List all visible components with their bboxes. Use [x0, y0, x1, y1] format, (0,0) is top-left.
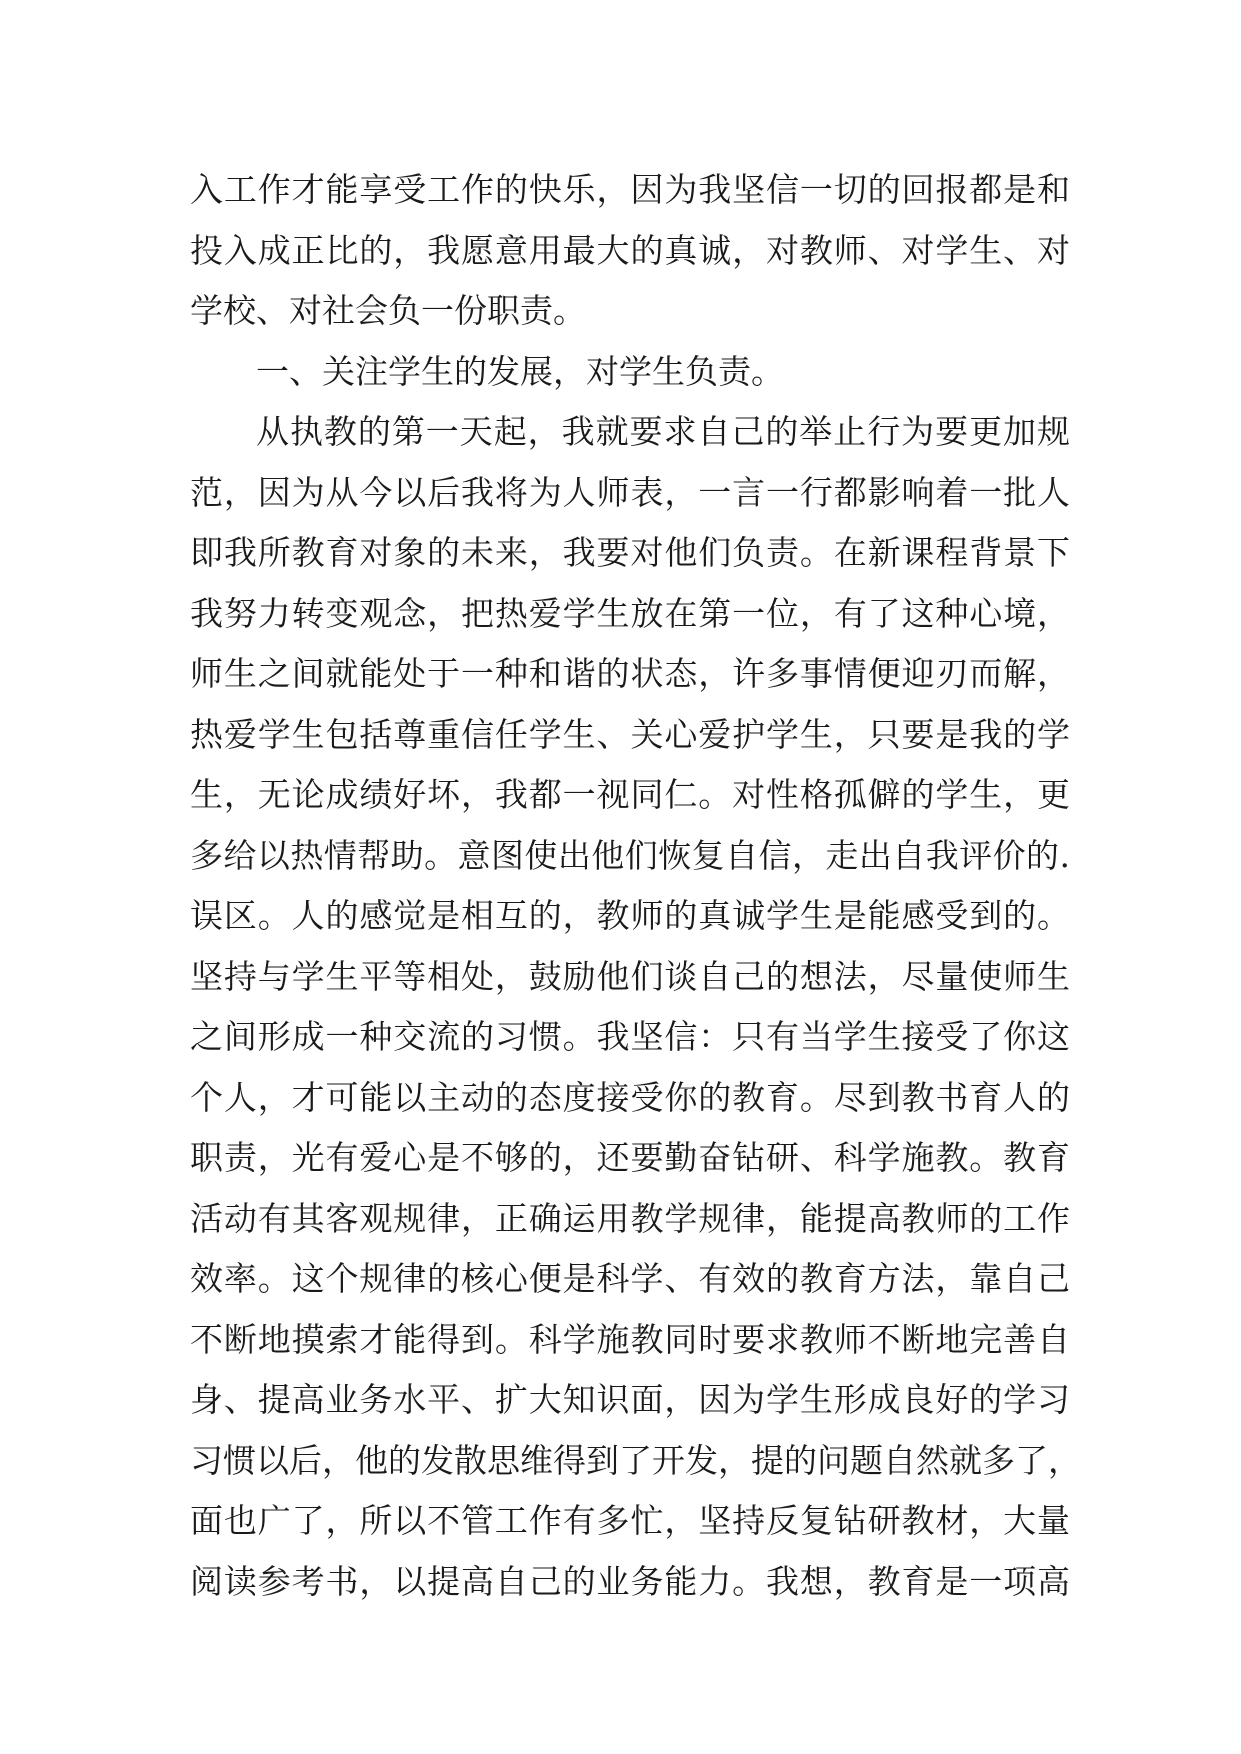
- paragraph-line: 多给以热情帮助。意图使出他们恢复自信，走出自我评价的.: [190, 835, 1070, 875]
- paragraph-line: 生，无论成绩好坏，我都一视同仁。对性格孤僻的学生，更: [190, 775, 1070, 814]
- paragraph-line: 个人，才可能以主动的态度接受你的教育。尽到教书育人的: [190, 1077, 1070, 1117]
- paragraph-line: 效率。这个规律的核心便是科学、有效的教育方法，靠自己: [190, 1259, 1070, 1298]
- paragraph-line: 误区。人的感觉是相互的，教师的真诚学生是能感受到的。: [190, 896, 1070, 935]
- paragraph-line: 坚持与学生平等相处，鼓励他们谈自己的想法，尽量使师生: [190, 956, 1070, 996]
- paragraph-line: 从执教的第一天起，我就要求自己的举止行为要更加规: [256, 412, 1070, 451]
- paragraph-line: 入工作才能享受工作的快乐，因为我坚信一切的回报都是和: [190, 170, 1070, 209]
- section-heading: 一、关注学生的发展，对学生负责。: [256, 351, 784, 391]
- paragraph-line: 活动有其客观规律，正确运用教学规律，能提高教师的工作: [190, 1198, 1070, 1238]
- paragraph-line: 师生之间就能处于一种和谐的状态，许多事情便迎刃而解，: [190, 654, 1070, 693]
- paragraph-line: 职责，光有爱心是不够的，还要勤奋钻研、科学施教。教育: [190, 1138, 1070, 1177]
- paragraph-line: 身、提高业务水平、扩大知识面，因为学生形成良好的学习: [190, 1380, 1070, 1419]
- paragraph-line: 范，因为从今以后我将为人师表，一言一行都影响着一批人: [190, 472, 1070, 512]
- paragraph-line: 阅读参考书，以提高自己的业务能力。我想，教育是一项高: [190, 1561, 1070, 1601]
- paragraph-line: 之间形成一种交流的习惯。我坚信：只有当学生接受了你这: [190, 1017, 1070, 1056]
- paragraph-line: 即我所教育对象的未来，我要对他们负责。在新课程背景下: [190, 533, 1070, 572]
- paragraph-line: 不断地摸索才能得到。科学施教同时要求教师不断地完善自: [190, 1319, 1070, 1359]
- document-body: [190, 160, 1081, 1612]
- paragraph-line: 面也广了，所以不管工作有多忙，坚持反复钻研教材，大量: [190, 1501, 1070, 1540]
- paragraph-line: 热爱学生包括尊重信任学生、关心爱护学生，只要是我的学: [190, 714, 1070, 754]
- paragraph-line: 习惯以后，他的发散思维得到了开发，提的问题自然就多了，: [190, 1440, 1081, 1480]
- paragraph-line: 投入成正比的，我愿意用最大的真诚，对教师、对学生、对: [190, 230, 1070, 270]
- paragraph-line: 我努力转变观念，把热爱学生放在第一位，有了这种心境，: [190, 593, 1070, 633]
- paragraph-line: 学校、对社会负一份职责。: [190, 291, 586, 330]
